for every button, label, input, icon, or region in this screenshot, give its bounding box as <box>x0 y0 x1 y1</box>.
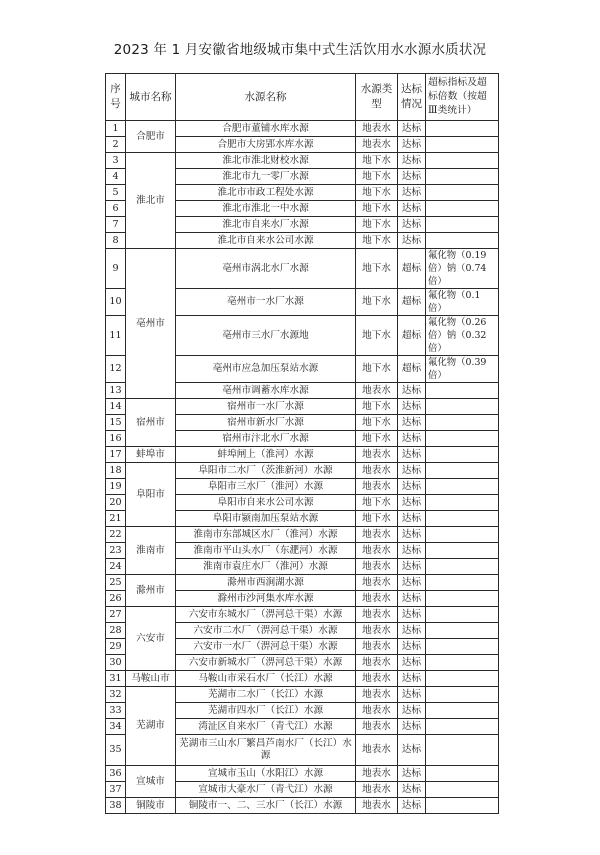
row-no: 8 <box>106 233 126 249</box>
table-row <box>106 687 499 703</box>
row-exceed <box>426 543 499 559</box>
row-source: 六安市新城水厂（淠河总干渠）水源 <box>176 655 356 671</box>
row-city: 宣城市 <box>126 766 176 798</box>
row-exceed <box>426 559 499 575</box>
row-source: 淮南市袁庄水厂（淮河）水源 <box>176 559 356 575</box>
row-exceed <box>426 591 499 607</box>
row-source: 宿州市汴北水厂水源 <box>176 431 356 447</box>
row-exceed <box>426 479 499 495</box>
row-exceed: 氟化物（0.1 倍） <box>426 289 499 316</box>
row-status: 超标 <box>398 289 426 316</box>
table-row <box>106 447 499 463</box>
row-city: 淮北市 <box>126 153 176 249</box>
row-type: 地表水 <box>356 591 398 607</box>
table-row <box>106 766 499 782</box>
row-no: 4 <box>106 169 126 185</box>
row-source: 阜阳市三水厂（淮河）水源 <box>176 479 356 495</box>
water-quality-table <box>105 73 499 814</box>
row-type: 地表水 <box>356 735 398 766</box>
row-exceed <box>426 121 499 137</box>
row-no: 14 <box>106 399 126 415</box>
row-status: 超标 <box>398 316 426 356</box>
row-source: 六安市东城水厂（淠河总干渠）水源 <box>176 607 356 623</box>
row-type: 地表水 <box>356 782 398 798</box>
row-no: 19 <box>106 479 126 495</box>
row-type: 地表水 <box>356 687 398 703</box>
row-status: 达标 <box>398 399 426 415</box>
row-status: 达标 <box>398 495 426 511</box>
row-status: 达标 <box>398 511 426 527</box>
row-source: 淮北市九一零厂水源 <box>176 169 356 185</box>
row-city: 蚌埠市 <box>126 447 176 463</box>
row-status: 达标 <box>398 543 426 559</box>
row-no: 15 <box>106 415 126 431</box>
row-type: 地表水 <box>356 639 398 655</box>
row-no: 2 <box>106 137 126 153</box>
row-exceed <box>426 431 499 447</box>
row-no: 22 <box>106 527 126 543</box>
row-exceed <box>426 607 499 623</box>
row-type: 地表水 <box>356 671 398 687</box>
row-status: 达标 <box>398 217 426 233</box>
row-no: 3 <box>106 153 126 169</box>
row-status: 达标 <box>398 463 426 479</box>
row-type: 地下水 <box>356 289 398 316</box>
row-no: 27 <box>106 607 126 623</box>
row-status: 达标 <box>398 639 426 655</box>
row-source: 阜阳市颍南加压泵站水源 <box>176 511 356 527</box>
table-row <box>106 575 499 591</box>
row-exceed <box>426 185 499 201</box>
row-type: 地表水 <box>356 559 398 575</box>
row-no: 5 <box>106 185 126 201</box>
row-status: 达标 <box>398 591 426 607</box>
row-no: 10 <box>106 289 126 316</box>
row-city: 阜阳市 <box>126 463 176 527</box>
row-no: 28 <box>106 623 126 639</box>
row-status: 达标 <box>398 559 426 575</box>
row-no: 37 <box>106 782 126 798</box>
row-type: 地下水 <box>356 185 398 201</box>
row-type: 地下水 <box>356 415 398 431</box>
row-type: 地表水 <box>356 623 398 639</box>
row-no: 35 <box>106 735 126 766</box>
row-type: 地下水 <box>356 217 398 233</box>
row-status: 达标 <box>398 766 426 782</box>
row-type: 地表水 <box>356 463 398 479</box>
row-no: 7 <box>106 217 126 233</box>
row-status: 达标 <box>398 185 426 201</box>
row-exceed <box>426 575 499 591</box>
row-source: 淮北市淮北财校水源 <box>176 153 356 169</box>
row-type: 地表水 <box>356 798 398 814</box>
row-no: 32 <box>106 687 126 703</box>
row-exceed <box>426 766 499 782</box>
table-row <box>106 527 499 543</box>
row-exceed <box>426 511 499 527</box>
row-source: 淮南市平山头水厂（东淝河）水源 <box>176 543 356 559</box>
row-no: 36 <box>106 766 126 782</box>
row-status: 达标 <box>398 735 426 766</box>
row-exceed <box>426 687 499 703</box>
row-status: 达标 <box>398 121 426 137</box>
row-type: 地表水 <box>356 719 398 735</box>
row-source: 芜湖市四水厂（长江）水源 <box>176 703 356 719</box>
row-no: 13 <box>106 383 126 399</box>
row-type: 地下水 <box>356 249 398 289</box>
row-source: 亳州市涡北水厂水源 <box>176 249 356 289</box>
row-no: 38 <box>106 798 126 814</box>
row-exceed <box>426 137 499 153</box>
row-no: 6 <box>106 201 126 217</box>
row-type: 地下水 <box>356 201 398 217</box>
row-type: 地表水 <box>356 137 398 153</box>
row-source: 阜阳市自来水公司水源 <box>176 495 356 511</box>
row-no: 20 <box>106 495 126 511</box>
row-source: 淮南市东部城区水厂（淮河）水源 <box>176 527 356 543</box>
row-status: 达标 <box>398 169 426 185</box>
row-source: 湾沚区自来水厂（青弋江）水源 <box>176 719 356 735</box>
row-city: 合肥市 <box>126 121 176 153</box>
row-no: 34 <box>106 719 126 735</box>
row-status: 达标 <box>398 153 426 169</box>
row-status: 达标 <box>398 431 426 447</box>
row-status: 达标 <box>398 383 426 399</box>
row-type: 地下水 <box>356 169 398 185</box>
row-city: 六安市 <box>126 607 176 671</box>
row-no: 23 <box>106 543 126 559</box>
row-type: 地下水 <box>356 316 398 356</box>
row-city: 芜湖市 <box>126 687 176 766</box>
row-source: 淮北市自来水厂水源 <box>176 217 356 233</box>
header-status: 达标情况 <box>398 74 426 121</box>
row-no: 9 <box>106 249 126 289</box>
row-status: 达标 <box>398 623 426 639</box>
row-type: 地下水 <box>356 153 398 169</box>
header-type: 水源类型 <box>356 74 398 121</box>
row-exceed <box>426 463 499 479</box>
row-status: 达标 <box>398 782 426 798</box>
row-exceed <box>426 798 499 814</box>
row-status: 达标 <box>398 415 426 431</box>
row-exceed <box>426 623 499 639</box>
row-exceed <box>426 735 499 766</box>
row-exceed <box>426 169 499 185</box>
row-status: 达标 <box>398 798 426 814</box>
row-exceed <box>426 703 499 719</box>
row-type: 地下水 <box>356 511 398 527</box>
row-type: 地表水 <box>356 543 398 559</box>
row-no: 1 <box>106 121 126 137</box>
row-type: 地表水 <box>356 383 398 399</box>
table-row <box>106 607 499 623</box>
row-exceed <box>426 415 499 431</box>
row-exceed <box>426 639 499 655</box>
row-exceed <box>426 719 499 735</box>
row-exceed <box>426 495 499 511</box>
row-source: 滁州市西涧湖水源 <box>176 575 356 591</box>
row-exceed <box>426 383 499 399</box>
row-source: 合肥市大房郢水库水源 <box>176 137 356 153</box>
row-source: 芜湖市三山水厂繁昌芦南水厂（长江）水源 <box>176 735 356 766</box>
row-source: 宣城市玉山（水阳江）水源 <box>176 766 356 782</box>
row-no: 31 <box>106 671 126 687</box>
row-no: 17 <box>106 447 126 463</box>
row-type: 地表水 <box>356 575 398 591</box>
row-no: 26 <box>106 591 126 607</box>
row-exceed <box>426 217 499 233</box>
table-row <box>106 798 499 814</box>
row-exceed <box>426 655 499 671</box>
row-type: 地下水 <box>356 495 398 511</box>
row-type: 地表水 <box>356 766 398 782</box>
row-status: 达标 <box>398 137 426 153</box>
row-status: 达标 <box>398 233 426 249</box>
header-no: 序号 <box>106 74 126 121</box>
row-status: 达标 <box>398 687 426 703</box>
row-source: 亳州市调蓄水库水源 <box>176 383 356 399</box>
row-source: 芜湖市二水厂（长江）水源 <box>176 687 356 703</box>
table-header-row <box>106 74 499 121</box>
row-no: 16 <box>106 431 126 447</box>
row-type: 地下水 <box>356 431 398 447</box>
row-no: 29 <box>106 639 126 655</box>
row-status: 达标 <box>398 575 426 591</box>
table-row <box>106 399 499 415</box>
table-row <box>106 249 499 289</box>
row-type: 地下水 <box>356 356 398 383</box>
row-source: 合肥市董铺水库水源 <box>176 121 356 137</box>
header-source: 水源名称 <box>176 74 356 121</box>
row-type: 地表水 <box>356 527 398 543</box>
row-no: 11 <box>106 316 126 356</box>
row-status: 达标 <box>398 527 426 543</box>
row-city: 亳州市 <box>126 249 176 399</box>
row-status: 达标 <box>398 671 426 687</box>
row-type: 地表水 <box>356 607 398 623</box>
row-status: 超标 <box>398 356 426 383</box>
row-source: 六安市一水厂（淠河总干渠）水源 <box>176 639 356 655</box>
row-type: 地下水 <box>356 233 398 249</box>
row-source: 宣城市大豪水厂（青弋江）水源 <box>176 782 356 798</box>
table-row <box>106 671 499 687</box>
row-source: 滁州市沙河集水库水源 <box>176 591 356 607</box>
row-source: 亳州市一水厂水源 <box>176 289 356 316</box>
row-source: 阜阳市二水厂（茨淮新河）水源 <box>176 463 356 479</box>
row-type: 地表水 <box>356 479 398 495</box>
row-source: 蚌埠闸上（淮河）水源 <box>176 447 356 463</box>
row-type: 地表水 <box>356 655 398 671</box>
table-row <box>106 463 499 479</box>
row-type: 地表水 <box>356 121 398 137</box>
row-source: 淮北市自来水公司水源 <box>176 233 356 249</box>
row-source: 淮北市淮北一中水源 <box>176 201 356 217</box>
row-status: 超标 <box>398 249 426 289</box>
row-source: 亳州市三水厂水源地 <box>176 316 356 356</box>
row-type: 地下水 <box>356 399 398 415</box>
row-no: 33 <box>106 703 126 719</box>
row-source: 淮北市市政工程处水源 <box>176 185 356 201</box>
row-city: 滁州市 <box>126 575 176 607</box>
row-exceed <box>426 399 499 415</box>
row-exceed <box>426 201 499 217</box>
header-city: 城市名称 <box>126 74 176 121</box>
table-row <box>106 153 499 169</box>
row-exceed: 氟化物（0.19 倍）钠（0.74 倍） <box>426 249 499 289</box>
row-type: 地表水 <box>356 447 398 463</box>
row-no: 24 <box>106 559 126 575</box>
row-no: 21 <box>106 511 126 527</box>
row-status: 达标 <box>398 655 426 671</box>
table-row <box>106 121 499 137</box>
row-status: 达标 <box>398 201 426 217</box>
row-exceed: 氟化物（0.39 倍） <box>426 356 499 383</box>
row-no: 30 <box>106 655 126 671</box>
row-no: 12 <box>106 356 126 383</box>
row-exceed <box>426 233 499 249</box>
row-source: 亳州市应急加压泵站水源 <box>176 356 356 383</box>
document-title: 2023 年 1 月安徽省地级城市集中式生活饮用水水源水质状况 <box>113 42 487 58</box>
row-source: 六安市二水厂（淠河总干渠）水源 <box>176 623 356 639</box>
row-exceed <box>426 153 499 169</box>
row-status: 达标 <box>398 479 426 495</box>
row-city: 马鞍山市 <box>126 671 176 687</box>
row-source: 宿州市一水厂水源 <box>176 399 356 415</box>
row-city: 宿州市 <box>126 399 176 447</box>
row-type: 地表水 <box>356 703 398 719</box>
header-exceed: 超标指标及超标倍数（按超Ⅲ类统计） <box>426 74 499 121</box>
row-status: 达标 <box>398 447 426 463</box>
row-source: 铜陵市一、二、三水厂（长江）水源 <box>176 798 356 814</box>
row-no: 18 <box>106 463 126 479</box>
row-status: 达标 <box>398 607 426 623</box>
row-status: 达标 <box>398 719 426 735</box>
row-exceed <box>426 782 499 798</box>
row-exceed <box>426 527 499 543</box>
row-city: 淮南市 <box>126 527 176 575</box>
row-exceed <box>426 671 499 687</box>
row-no: 25 <box>106 575 126 591</box>
row-exceed: 氟化物（0.26 倍）钠（0.32 倍） <box>426 316 499 356</box>
row-source: 马鞍山市采石水厂（长江）水源 <box>176 671 356 687</box>
row-city: 铜陵市 <box>126 798 176 814</box>
row-exceed <box>426 447 499 463</box>
row-status: 达标 <box>398 703 426 719</box>
row-source: 宿州市新水厂水源 <box>176 415 356 431</box>
